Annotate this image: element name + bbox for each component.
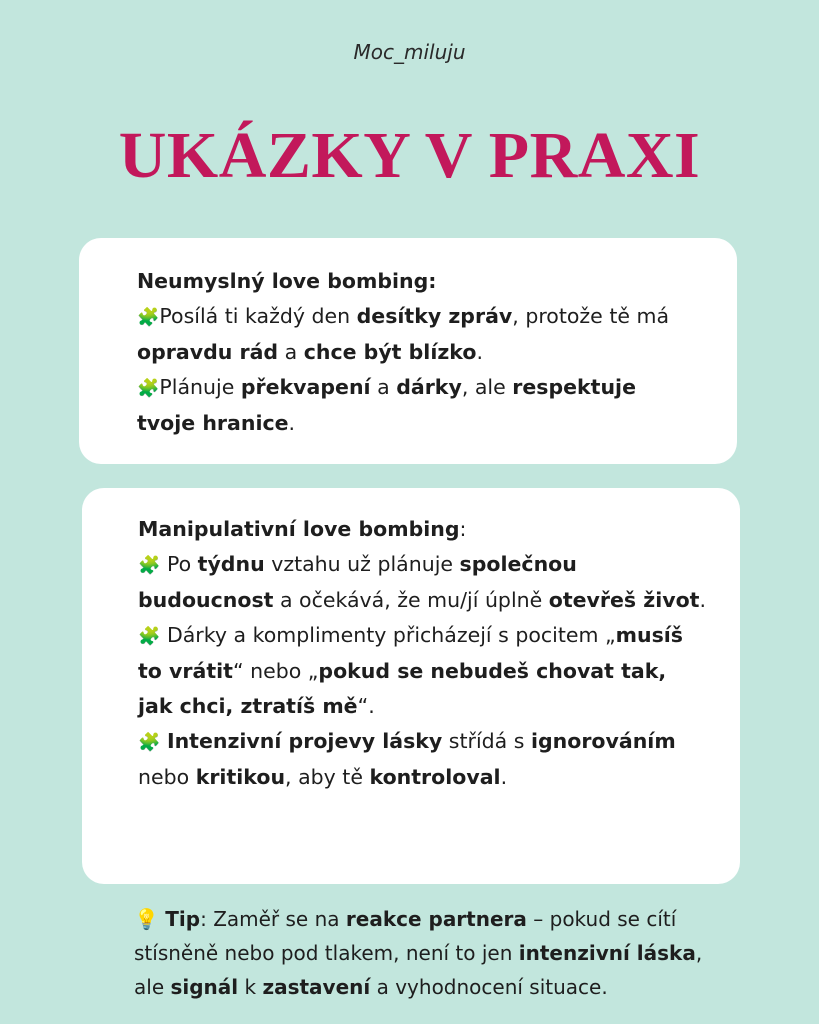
item-text: Po bbox=[160, 552, 198, 576]
account-handle: Moc_miluju bbox=[353, 40, 466, 64]
list-item bbox=[138, 724, 706, 795]
item-text: střídá s bbox=[442, 729, 531, 753]
item-bold: Intenzivní projevy lásky bbox=[166, 729, 443, 753]
item-bold: kritikou bbox=[195, 765, 286, 789]
tip-part: – pokud se cítí stísněně nebo pod tlakem, není to jen bbox=[134, 907, 677, 965]
item-text: Plánuje bbox=[159, 375, 241, 399]
card-manipulative bbox=[82, 488, 740, 884]
item-text: Dárky a komplimenty přicházejí s pocitem „ bbox=[160, 623, 616, 647]
tip-part: a vyhodnocení situace. bbox=[370, 975, 608, 999]
item-bold: společnou budoucnost bbox=[138, 552, 577, 612]
puzzle-icon: 🧩 bbox=[137, 307, 160, 328]
tip-section bbox=[134, 902, 734, 1004]
tip-bold: intenzivní láska bbox=[518, 941, 696, 965]
tip-bold: reakce partnera bbox=[345, 907, 527, 931]
tip-bold: signál bbox=[170, 975, 239, 999]
item-text: “. bbox=[357, 694, 375, 718]
card-heading-line bbox=[138, 512, 706, 547]
lightbulb-icon: 💡 bbox=[134, 907, 159, 931]
item-text: , ale bbox=[461, 375, 513, 399]
item-bold: chce být blízko bbox=[303, 340, 477, 364]
item-text: . bbox=[699, 588, 707, 612]
page-title: UKÁZKY V PRAXI bbox=[118, 119, 701, 192]
item-text: . bbox=[288, 411, 296, 435]
card-heading: Neumyslný love bombing: bbox=[137, 269, 437, 293]
puzzle-icon: 🧩 bbox=[138, 555, 161, 576]
puzzle-icon: 🧩 bbox=[138, 732, 161, 753]
list-item bbox=[137, 299, 697, 370]
list-item bbox=[138, 547, 706, 618]
item-text: , protože tě má bbox=[512, 304, 670, 328]
tip-part: k bbox=[238, 975, 263, 999]
item-text: , aby tě bbox=[285, 765, 370, 789]
item-bold: překvapení bbox=[240, 375, 371, 399]
item-bold: desítky zpráv bbox=[356, 304, 513, 328]
heading-suffix: : bbox=[459, 517, 467, 541]
tip-part: : Zaměř se na bbox=[200, 907, 346, 931]
list-item bbox=[138, 618, 706, 724]
item-text: a bbox=[278, 340, 304, 364]
item-text: vztahu už plánuje bbox=[264, 552, 460, 576]
tip-text bbox=[134, 902, 734, 1004]
list-item bbox=[137, 370, 697, 441]
item-text: a očekává, že mu/jí úplně bbox=[273, 588, 549, 612]
item-text: . bbox=[500, 765, 508, 789]
item-text: Posílá ti každý den bbox=[159, 304, 357, 328]
tip-bold: zastavení bbox=[262, 975, 371, 999]
item-bold: týdnu bbox=[197, 552, 265, 576]
item-text: nebo bbox=[138, 765, 196, 789]
item-bold: otevřeš život bbox=[548, 588, 700, 612]
item-text: a bbox=[370, 375, 397, 399]
tip-part: , ale bbox=[134, 941, 703, 999]
item-bold: opravdu rád bbox=[137, 340, 279, 364]
item-text: . bbox=[476, 340, 483, 364]
item-bold: dárky bbox=[396, 375, 462, 399]
item-bold: respektuje tvoje hranice bbox=[137, 375, 636, 435]
item-bold: pokud se nebudeš chovat tak, jak chci, ztratíš mě bbox=[138, 659, 667, 718]
item-bold: kontroloval bbox=[369, 765, 501, 789]
card-unintentional bbox=[79, 238, 737, 464]
puzzle-icon: 🧩 bbox=[138, 626, 161, 647]
item-text: “ nebo „ bbox=[232, 659, 319, 683]
card-heading: Manipulativní love bombing bbox=[138, 517, 460, 541]
tip-label: Tip bbox=[165, 907, 201, 931]
item-bold: ignorováním bbox=[530, 729, 676, 753]
item-bold: musíš to vrátit bbox=[138, 623, 684, 683]
puzzle-icon: 🧩 bbox=[137, 378, 160, 399]
